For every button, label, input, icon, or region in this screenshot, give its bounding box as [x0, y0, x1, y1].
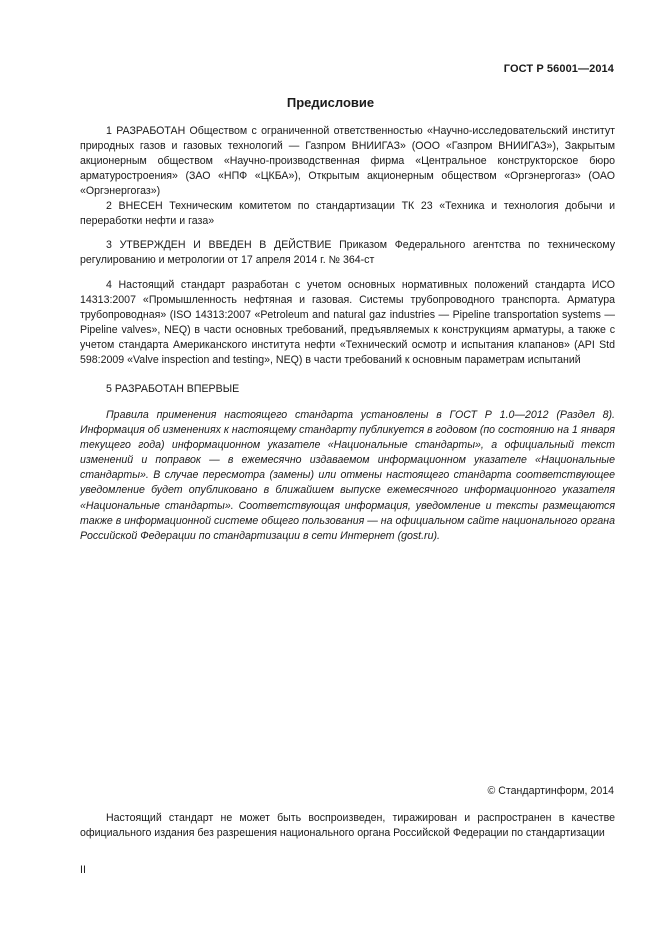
section-first-developed	[80, 382, 615, 397]
section-standard-basis	[80, 278, 615, 369]
paragraph-text: Настоящий стандарт не может быть воспроизведен, тиражирован и распространен в качестве официального издания без разрешения национального органа Российской Федерации по стандартизации	[80, 812, 615, 840]
section-application-rules	[80, 408, 615, 544]
reproduction-notice	[80, 811, 615, 841]
section-introduced	[80, 199, 615, 229]
paragraph-text: 5 РАЗРАБОТАН ВПЕРВЫЕ	[106, 383, 240, 395]
page-number: II	[80, 864, 86, 876]
section-developed	[80, 124, 615, 199]
paragraph-text: 3 УТВЕРЖДЕН И ВВЕДЕН В ДЕЙСТВИЕ Приказом Федерального агентства по техническому регулированию и метрологии от 17 апреля 2014 г. № 364-ст	[80, 239, 615, 267]
paragraph-text: 4 Настоящий стандарт разработан с учетом основных нормативных положений стандарта ИСО 14313:2007 «Промышленность нефтяная и газовая. Системы трубопроводного транспорта. Арматура трубопроводная» (ISO 14313:2007 «Petroleum and natural gaz industries — Pipeline transportation systems — Pipeline valves», NEQ) в части основных требований, предъявляемых к конструкциям арматуры, а также с учетом стандарта Американского института нефти «Технический осмотр и испытания клапанов» (API Std 598:2009 «Valve inspection and testing», NEQ) в части требований к основным параметрам испытаний	[80, 279, 615, 367]
paragraph-text: Правила применения настоящего стандарта установлены в ГОСТ Р 1.0—2012 (Раздел 8). Информация об изменениях к настоящему стандарту публикуется в годовом (по состоянию на 1 января текущего года) информационном указателе «Национальные стандарты», а официальный текст изменений и поправок — в ежемесячно издаваемом информационном указателе «Национальные стандарты». В случае пересмотра (замены) или отмены настоящего стандарта соответствующее уведомление будет опубликовано в ближайшем выпуске ежемесячного информационного указателя «Национальные стандарты». Соответствующая информация, уведомление и тексты размещаются также в информационной системе общего пользования — на официальном сайте национального органа Российской Федерации по стандартизации в сети Интернет (gost.ru).	[80, 409, 615, 542]
paragraph-text: 1 РАЗРАБОТАН Обществом с ограниченной ответственностью «Научно-исследовательский институт природных газов и газовых технологий — Газпром ВНИИГАЗ» (ООО «Газпром ВНИИГАЗ»), Закрытым акционерным обществом «Научно-производственная фирма «Центральное конструкторское бюро арматуростроения» (ЗАО «НПФ «ЦКБА»), Открытым акционерным обществом «Оргэнергогаз» (ОАО «Оргэнергогаз»)	[80, 125, 615, 198]
copyright-notice: © Стандартинформ, 2014	[487, 785, 614, 797]
section-approved	[80, 238, 615, 268]
paragraph-text: 2 ВНЕСЕН Техническим комитетом по стандартизации ТК 23 «Техника и технология добычи и переработки нефти и газа»	[80, 200, 615, 228]
standard-code: ГОСТ Р 56001—2014	[503, 63, 614, 75]
page-title: Предисловие	[286, 95, 375, 110]
